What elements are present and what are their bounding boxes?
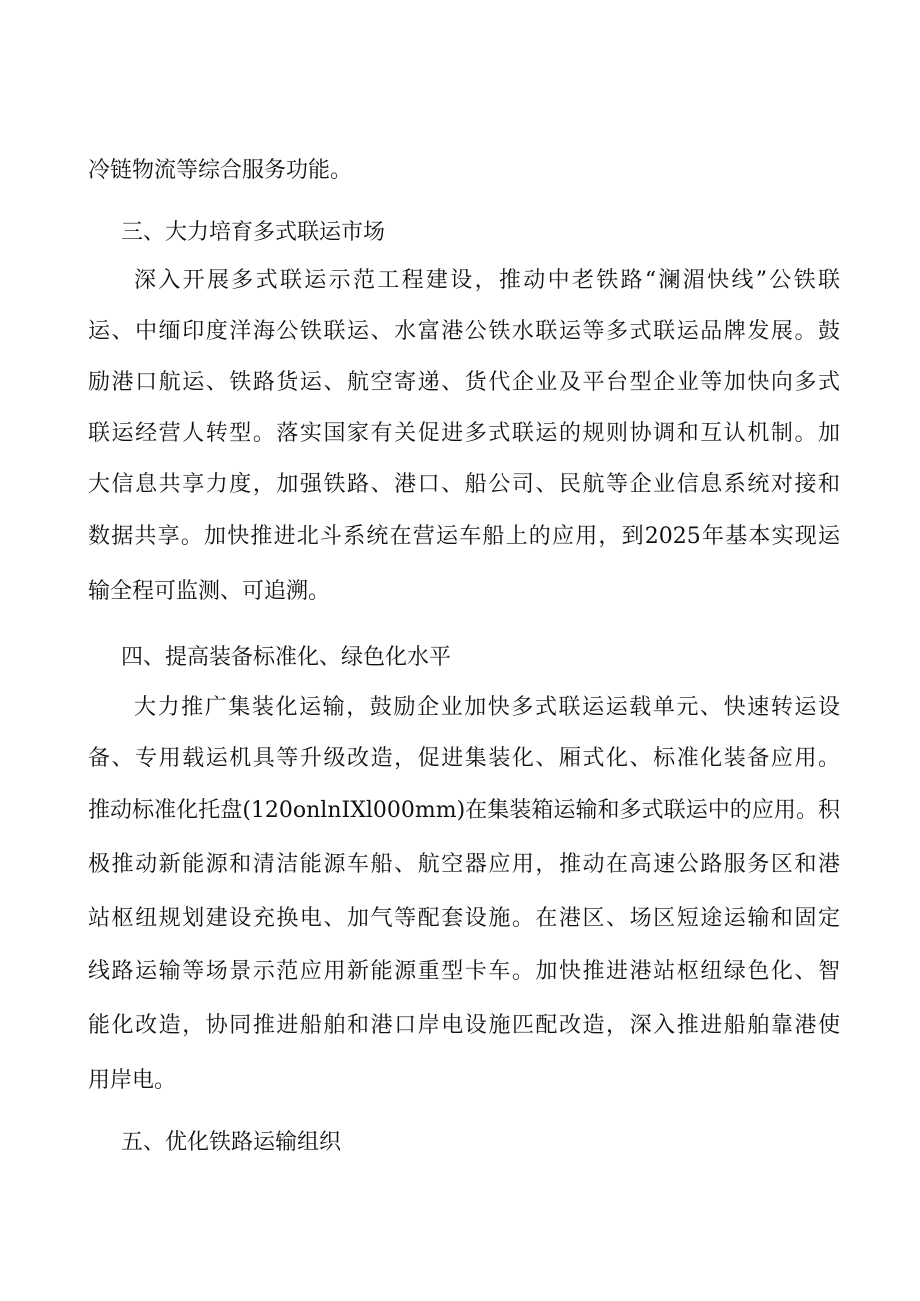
section-heading: 三、大力培育多式联运市场 — [121, 220, 386, 245]
paragraph-line: 冷链物流等综合服务功能。 — [88, 158, 353, 183]
section-heading: 四、提高装备标准化、绿色化水平 — [121, 645, 452, 670]
paragraph-line: 大信息共享力度，加强铁路、港口、船公司、民航等企业信息系统对接和 — [88, 472, 840, 497]
paragraph-line: 运、中缅印度洋海公铁联运、水富港公铁水联运等多式联运品牌发展。鼓 — [88, 319, 840, 344]
paragraph-line: 输全程可监测、可追溯。 — [88, 579, 331, 604]
paragraph-line: 极推动新能源和清洁能源车船、航空器应用，推动在高速公路服务区和港 — [88, 852, 840, 877]
paragraph-line: 数据共享。加快推进北斗系统在营运车船上的应用，到2025年基本实现运 — [88, 524, 840, 549]
paragraph-line: 推动标准化托盘(120onlnIXl000mm)在集装箱运输和多式联运中的应用。积 — [88, 798, 840, 823]
paragraph-line: 备、专用载运机具等升级改造，促进集装化、厢式化、标准化装备应用。 — [88, 746, 840, 771]
paragraph-line: 用岸电。 — [88, 1068, 177, 1093]
paragraph-line: 能化改造，协同推进船舶和港口岸电设施匹配改造，深入推进船舶靠港使 — [88, 1013, 840, 1038]
section-heading: 五、优化铁路运输组织 — [121, 1130, 342, 1155]
paragraph-line: 线路运输等场景示范应用新能源重型卡车。加快推进港站枢纽绿色化、智 — [88, 959, 840, 984]
paragraph-line: 励港口航运、铁路货运、航空寄递、货代企业及平台型企业等加快向多式 — [88, 370, 840, 395]
paragraph-line: 深入开展多式联运示范工程建设，推动中老铁路“澜湄快线”公铁联 — [134, 268, 840, 293]
paragraph-line: 大力推广集装化运输，鼓励企业加快多式联运运载单元、快速转运设 — [134, 695, 840, 720]
paragraph-line: 站枢纽规划建设充换电、加气等配套设施。在港区、场区短途运输和固定 — [88, 906, 840, 931]
paragraph-line: 联运经营人转型。落实国家有关促进多式联运的规则协调和互认机制。加 — [88, 421, 840, 446]
